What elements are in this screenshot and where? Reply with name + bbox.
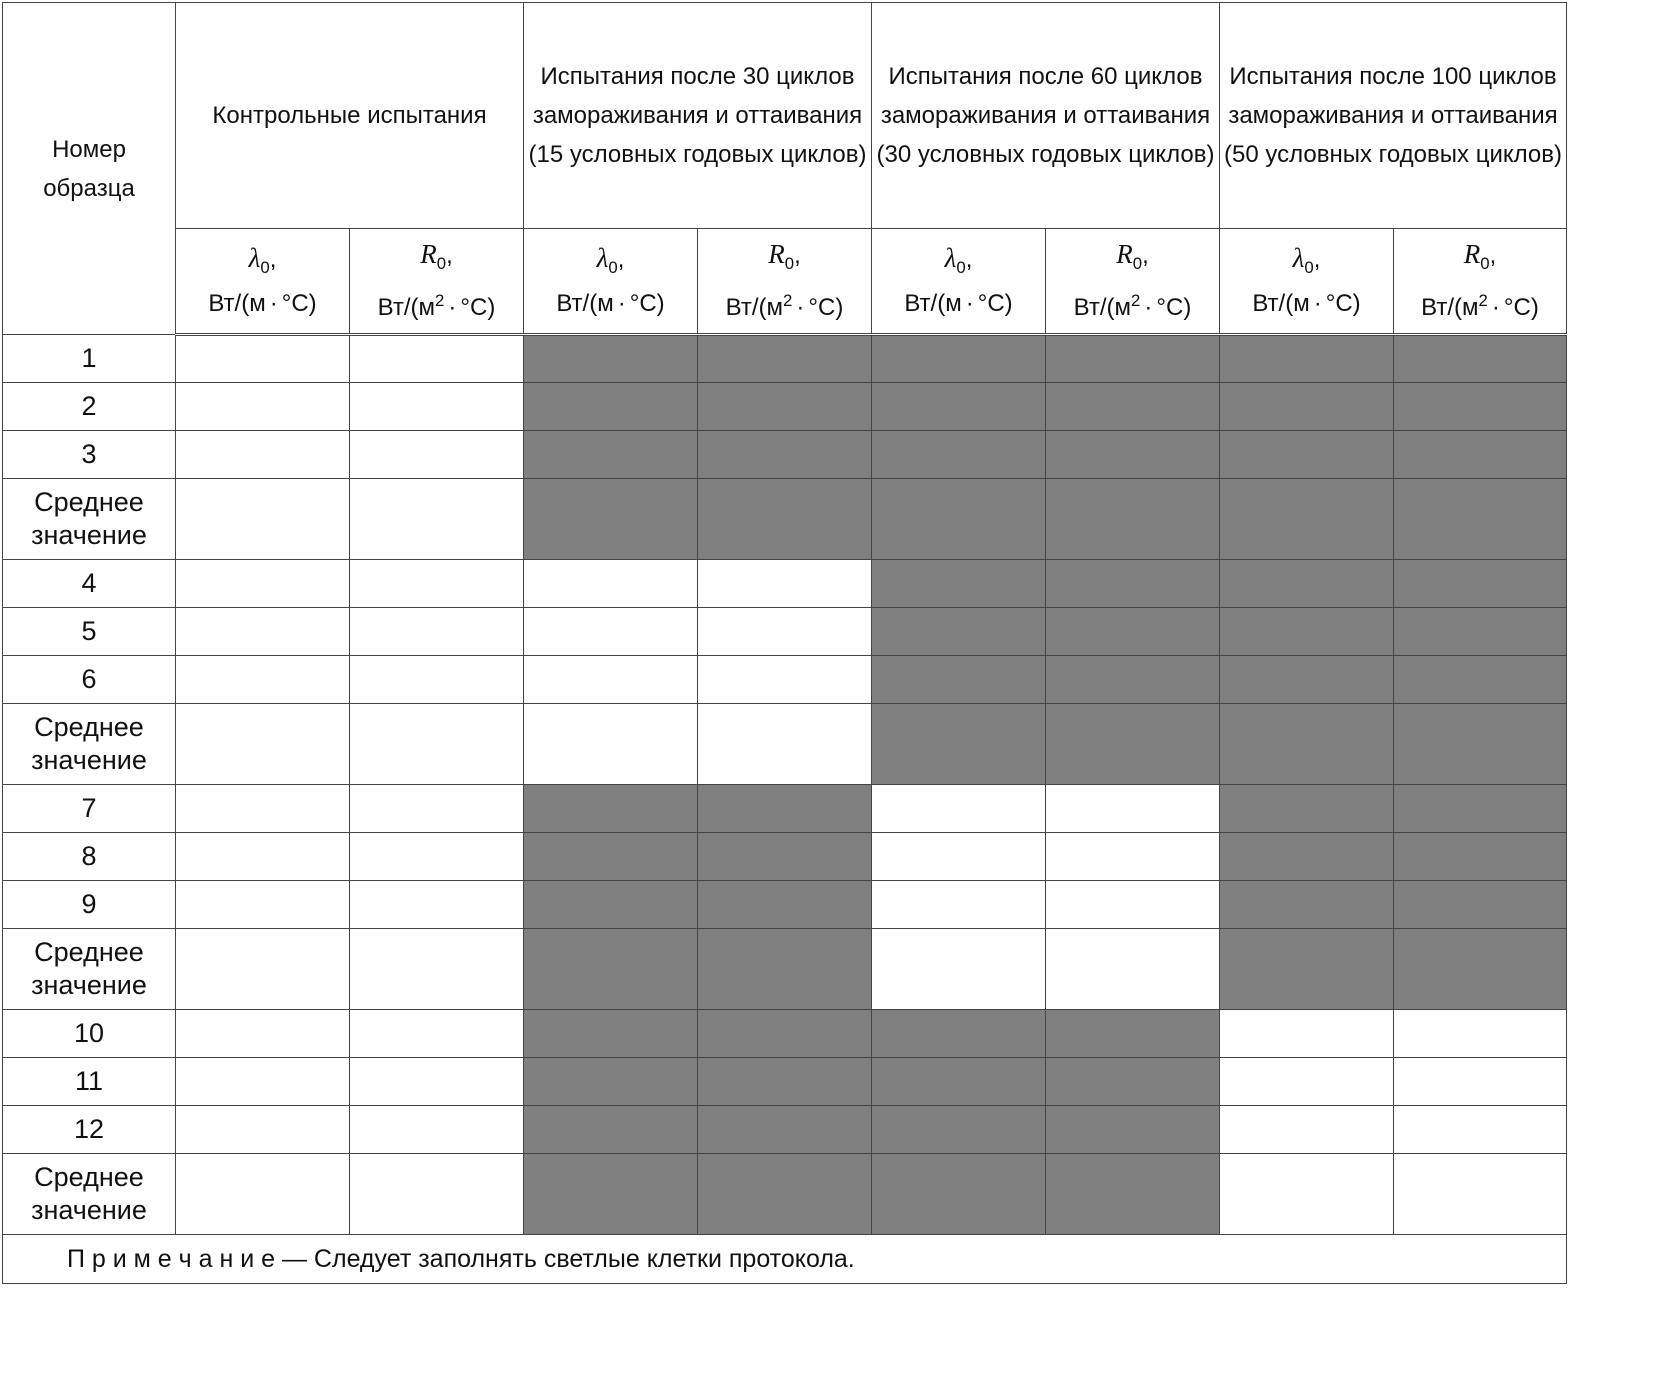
shaded-cell bbox=[698, 431, 872, 479]
fill-in-cell[interactable] bbox=[350, 929, 524, 1010]
sample-number-header-text: Номер образца bbox=[43, 135, 135, 202]
fill-in-cell[interactable] bbox=[176, 1010, 350, 1058]
shaded-cell bbox=[1046, 656, 1220, 704]
fill-in-cell[interactable] bbox=[524, 656, 698, 704]
row-label: Среднее значение bbox=[3, 479, 176, 560]
table-row bbox=[3, 785, 1567, 833]
shaded-cell bbox=[1046, 479, 1220, 560]
fill-in-cell[interactable] bbox=[176, 335, 350, 383]
shaded-cell bbox=[872, 383, 1046, 431]
r-unit-header: $R_0$, $Вт/(м^2 \cdot ^\circ С)$ bbox=[1394, 229, 1567, 335]
fill-in-cell[interactable] bbox=[176, 1058, 350, 1106]
row-label: 4 bbox=[3, 560, 176, 608]
fill-in-cell[interactable] bbox=[698, 704, 872, 785]
shaded-cell bbox=[698, 833, 872, 881]
shaded-cell bbox=[698, 929, 872, 1010]
shaded-cell bbox=[1394, 833, 1567, 881]
fill-in-cell[interactable] bbox=[1046, 833, 1220, 881]
group-header-60-cycles: Испытания после 60 циклов замораживания и оттаивания (30 условных годовых циклов) bbox=[872, 3, 1220, 229]
protocol-table bbox=[2, 2, 1567, 1284]
shaded-cell bbox=[698, 479, 872, 560]
fill-in-cell[interactable] bbox=[176, 929, 350, 1010]
shaded-cell bbox=[698, 335, 872, 383]
shaded-cell bbox=[872, 1058, 1046, 1106]
shaded-cell bbox=[698, 785, 872, 833]
sample-number-header bbox=[3, 3, 176, 335]
shaded-cell bbox=[1394, 479, 1567, 560]
fill-in-cell[interactable] bbox=[176, 608, 350, 656]
note-text: П р и м е ч а н и е — Следует заполнять светлые клетки протокола. bbox=[3, 1235, 1567, 1284]
shaded-cell bbox=[1220, 560, 1394, 608]
fill-in-cell[interactable] bbox=[524, 560, 698, 608]
fill-in-cell[interactable] bbox=[350, 431, 524, 479]
shaded-cell bbox=[1046, 1058, 1220, 1106]
shaded-cell bbox=[1394, 431, 1567, 479]
table-row bbox=[3, 335, 1567, 383]
shaded-cell bbox=[698, 1010, 872, 1058]
shaded-cell bbox=[524, 929, 698, 1010]
r-unit-header: $R_0$, $Вт/(м^2 \cdot ^\circ С)$ bbox=[698, 229, 872, 335]
row-label: 12 bbox=[3, 1106, 176, 1154]
table-row bbox=[3, 881, 1567, 929]
shaded-cell bbox=[1220, 383, 1394, 431]
shaded-cell bbox=[872, 704, 1046, 785]
row-label: Среднее значение bbox=[3, 929, 176, 1010]
fill-in-cell[interactable] bbox=[524, 608, 698, 656]
shaded-cell bbox=[1394, 560, 1567, 608]
lambda-unit-header: $\lambda_0$, Вт/(м · °С) bbox=[176, 229, 350, 335]
shaded-cell bbox=[698, 1106, 872, 1154]
fill-in-cell[interactable] bbox=[350, 1010, 524, 1058]
shaded-cell bbox=[872, 1010, 1046, 1058]
r-unit-header: $R_0$, $Вт/(м^2 \cdot ^\circ С)$ bbox=[1046, 229, 1220, 335]
fill-in-cell[interactable] bbox=[524, 704, 698, 785]
shaded-cell bbox=[1220, 833, 1394, 881]
shaded-cell bbox=[872, 431, 1046, 479]
shaded-cell bbox=[1220, 335, 1394, 383]
shaded-cell bbox=[1046, 383, 1220, 431]
fill-in-cell[interactable] bbox=[350, 383, 524, 431]
fill-in-cell[interactable] bbox=[1220, 1058, 1394, 1106]
table-row bbox=[3, 383, 1567, 431]
shaded-cell bbox=[524, 1058, 698, 1106]
fill-in-cell[interactable] bbox=[1394, 1010, 1567, 1058]
fill-in-cell[interactable] bbox=[1220, 1106, 1394, 1154]
fill-in-cell[interactable] bbox=[872, 881, 1046, 929]
fill-in-cell[interactable] bbox=[698, 560, 872, 608]
shaded-cell bbox=[1220, 656, 1394, 704]
fill-in-cell[interactable] bbox=[1220, 1010, 1394, 1058]
fill-in-cell[interactable] bbox=[350, 1058, 524, 1106]
shaded-cell bbox=[872, 1154, 1046, 1235]
row-label: 3 bbox=[3, 431, 176, 479]
row-label: 8 bbox=[3, 833, 176, 881]
shaded-cell bbox=[1220, 608, 1394, 656]
fill-in-cell[interactable] bbox=[350, 608, 524, 656]
fill-in-cell[interactable] bbox=[350, 479, 524, 560]
table-row bbox=[3, 1010, 1567, 1058]
shaded-cell bbox=[524, 1010, 698, 1058]
fill-in-cell[interactable] bbox=[350, 1106, 524, 1154]
shaded-cell bbox=[1394, 335, 1567, 383]
shaded-cell bbox=[524, 1154, 698, 1235]
table-body bbox=[3, 335, 1567, 1235]
shaded-cell bbox=[698, 1058, 872, 1106]
lambda-unit-header: $\lambda_0$, Вт/(м · °С) bbox=[872, 229, 1046, 335]
fill-in-cell[interactable] bbox=[176, 704, 350, 785]
fill-in-cell[interactable] bbox=[176, 1106, 350, 1154]
shaded-cell bbox=[1046, 1106, 1220, 1154]
shaded-cell bbox=[524, 833, 698, 881]
shaded-cell bbox=[1046, 335, 1220, 383]
fill-in-cell[interactable] bbox=[350, 1154, 524, 1235]
fill-in-cell[interactable] bbox=[350, 656, 524, 704]
fill-in-cell[interactable] bbox=[698, 608, 872, 656]
row-label: 10 bbox=[3, 1010, 176, 1058]
table-row bbox=[3, 608, 1567, 656]
row-label: 1 bbox=[3, 335, 176, 383]
shaded-cell bbox=[698, 1154, 872, 1235]
table-row bbox=[3, 479, 1567, 560]
table-row bbox=[3, 431, 1567, 479]
fill-in-cell[interactable] bbox=[176, 383, 350, 431]
row-label: 5 bbox=[3, 608, 176, 656]
fill-in-cell[interactable] bbox=[350, 833, 524, 881]
fill-in-cell[interactable] bbox=[1220, 1154, 1394, 1235]
fill-in-cell[interactable] bbox=[350, 560, 524, 608]
fill-in-cell[interactable] bbox=[1046, 785, 1220, 833]
shaded-cell bbox=[1220, 881, 1394, 929]
fill-in-cell[interactable] bbox=[176, 785, 350, 833]
shaded-cell bbox=[524, 383, 698, 431]
header-row-groups bbox=[3, 3, 1567, 229]
shaded-cell bbox=[1046, 431, 1220, 479]
table-row bbox=[3, 560, 1567, 608]
table-row bbox=[3, 929, 1567, 1010]
shaded-cell bbox=[698, 383, 872, 431]
lambda-unit-header: $\lambda_0$, Вт/(м · °С) bbox=[1220, 229, 1394, 335]
fill-in-cell[interactable] bbox=[176, 656, 350, 704]
shaded-cell bbox=[1046, 608, 1220, 656]
fill-in-cell[interactable] bbox=[872, 785, 1046, 833]
shaded-cell bbox=[872, 560, 1046, 608]
fill-in-cell[interactable] bbox=[1046, 929, 1220, 1010]
shaded-cell bbox=[872, 1106, 1046, 1154]
row-label: 11 bbox=[3, 1058, 176, 1106]
table-row bbox=[3, 1154, 1567, 1235]
fill-in-cell[interactable] bbox=[350, 335, 524, 383]
shaded-cell bbox=[1220, 929, 1394, 1010]
shaded-cell bbox=[872, 608, 1046, 656]
fill-in-cell[interactable] bbox=[176, 833, 350, 881]
table-row bbox=[3, 833, 1567, 881]
fill-in-cell[interactable] bbox=[176, 560, 350, 608]
shaded-cell bbox=[1394, 929, 1567, 1010]
r-unit-header: $R_0$, $Вт/(м^2 \cdot ^\circ С)$ bbox=[350, 229, 524, 335]
group-header-control: Контрольные испытания bbox=[176, 3, 524, 229]
shaded-cell bbox=[1394, 383, 1567, 431]
fill-in-cell[interactable] bbox=[350, 704, 524, 785]
shaded-cell bbox=[1394, 785, 1567, 833]
fill-in-cell[interactable] bbox=[350, 785, 524, 833]
lambda-unit-header: $\lambda_0$, Вт/(м · °С) bbox=[524, 229, 698, 335]
fill-in-cell[interactable] bbox=[176, 431, 350, 479]
fill-in-cell[interactable] bbox=[176, 881, 350, 929]
fill-in-cell[interactable] bbox=[1394, 1058, 1567, 1106]
shaded-cell bbox=[1394, 608, 1567, 656]
row-label: 7 bbox=[3, 785, 176, 833]
group-header-30-cycles: Испытания после 30 циклов замораживания и оттаивания (15 условных годовых циклов) bbox=[524, 3, 872, 229]
shaded-cell bbox=[1046, 1010, 1220, 1058]
shaded-cell bbox=[1220, 431, 1394, 479]
shaded-cell bbox=[872, 335, 1046, 383]
shaded-cell bbox=[524, 785, 698, 833]
fill-in-cell[interactable] bbox=[698, 656, 872, 704]
group-header-100-cycles: Испытания после 100 циклов замораживания и оттаивания (50 условных годовых циклов) bbox=[1220, 3, 1567, 229]
fill-in-cell[interactable] bbox=[176, 479, 350, 560]
shaded-cell bbox=[1220, 785, 1394, 833]
fill-in-cell[interactable] bbox=[176, 1154, 350, 1235]
row-label: 2 bbox=[3, 383, 176, 431]
shaded-cell bbox=[1046, 704, 1220, 785]
row-label: Среднее значение bbox=[3, 704, 176, 785]
shaded-cell bbox=[1394, 656, 1567, 704]
shaded-cell bbox=[698, 881, 872, 929]
table-row bbox=[3, 1106, 1567, 1154]
table-row bbox=[3, 656, 1567, 704]
table-row bbox=[3, 704, 1567, 785]
fill-in-cell[interactable] bbox=[1394, 1106, 1567, 1154]
fill-in-cell[interactable] bbox=[1394, 1154, 1567, 1235]
shaded-cell bbox=[1220, 479, 1394, 560]
shaded-cell bbox=[1394, 881, 1567, 929]
row-label: Среднее значение bbox=[3, 1154, 176, 1235]
fill-in-cell[interactable] bbox=[350, 881, 524, 929]
shaded-cell bbox=[872, 479, 1046, 560]
table-row bbox=[3, 1058, 1567, 1106]
row-label: 9 bbox=[3, 881, 176, 929]
shaded-cell bbox=[1046, 560, 1220, 608]
shaded-cell bbox=[1394, 704, 1567, 785]
fill-in-cell[interactable] bbox=[872, 833, 1046, 881]
shaded-cell bbox=[524, 881, 698, 929]
shaded-cell bbox=[524, 479, 698, 560]
shaded-cell bbox=[1220, 704, 1394, 785]
shaded-cell bbox=[872, 656, 1046, 704]
shaded-cell bbox=[524, 431, 698, 479]
note-row bbox=[3, 1235, 1567, 1284]
header-row-units bbox=[3, 229, 1567, 335]
shaded-cell bbox=[524, 335, 698, 383]
shaded-cell bbox=[524, 1106, 698, 1154]
row-label: 6 bbox=[3, 656, 176, 704]
fill-in-cell[interactable] bbox=[1046, 881, 1220, 929]
shaded-cell bbox=[1046, 1154, 1220, 1235]
fill-in-cell[interactable] bbox=[872, 929, 1046, 1010]
